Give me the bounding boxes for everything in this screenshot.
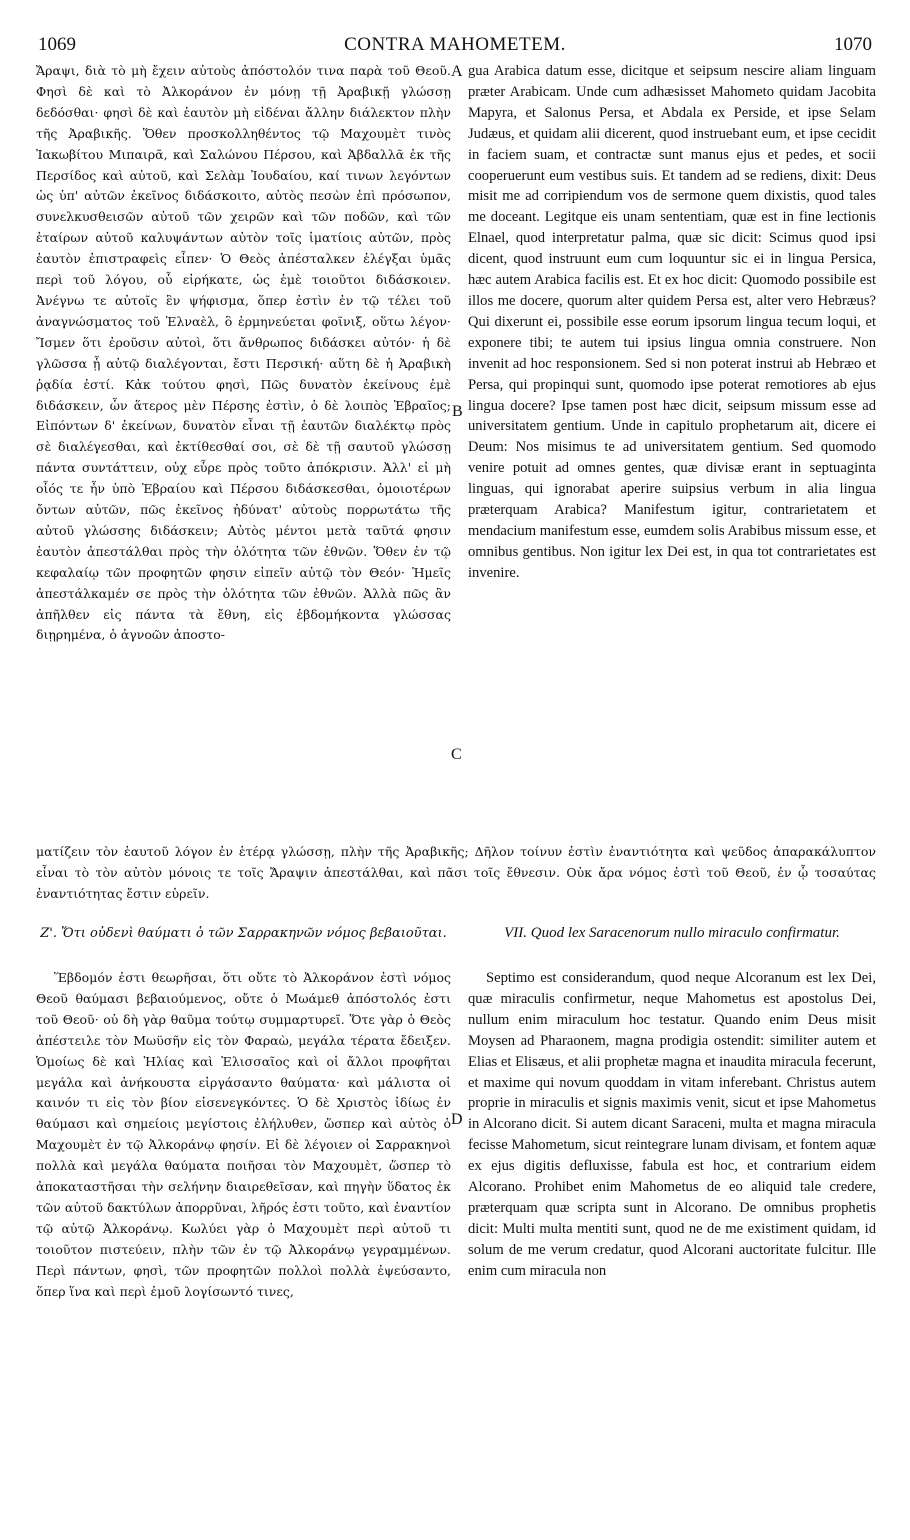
greek-wide-continuation: [36, 842, 876, 906]
greek-column-bottom: [36, 968, 451, 1488]
latin-column-top: [468, 61, 876, 841]
page-number-left: 1069: [38, 34, 76, 55]
page-number-right: 1070: [834, 34, 872, 55]
margin-marker-a: A: [451, 63, 463, 80]
latin-column-bottom: [468, 968, 876, 1488]
greek-paragraph: Ἄραψι, διὰ τὸ μὴ ἔχειν αὐτοὺς ἀπόστολόν τινα παρὰ τοῦ Θεοῦ. Φησὶ δὲ καὶ τὸ Ἀλκοράνον ἐν μόνῃ τῇ Ἀραβικῇ γλώσσῃ δεδόσθαι· φησὶ δὲ καὶ ἑαυτὸν μὴ εἰδέναι ἄλλην διάλεκτον πλὴν τῆς Ἀραβικῆς. Ὅθεν προσκολληθέντος τῷ Μαχουμὲτ τινὸς Ἰακωβίτου Μιπαιρᾶ, καὶ Σαλώνου Πέρσου, καὶ Ἀβδαλλᾶ ἐκ τῆς Περσίδος καὶ αὐτοῦ, καὶ Σελὰμ Ἰουδαίου, καί τινων λεγόντων ὡς ὑπ' αὐτῶν ἐκεῖνος διδάσκοιτο, αὐτὸς πεσὼν ἐπὶ πρόσωπον, συνελκυσθεισῶν αὐτοῦ τῶν χειρῶν καὶ τῶν ποδῶν, καὶ τῶν ἑταίρων αὐτοῦ καλυψάντων αὐτὸν τοῖς ἱματίοις αὐτῶν, πρὸς ἑαυτὸν ἐπιστραφεὶς εἶπεν· Ὁ Θεὸς ἀπέσταλκεν ἐλέγξαι ὑμᾶς περὶ τοῦ λόγου, οὗ εἰρήκατε, ὡς ἐμὲ τοιοῦτοι διδάσκοιεν. Ἀνέγνω τε αὐτοῖς ἓν ψήφισμα, ὅπερ ἐστὶν ἐν τῷ τέλει τοῦ ἀναγνώσματος τοῦ Ἐλναὲλ, ὃ ἑρμηνεύεται φοῖνιξ, οὕτω λέγον· Ἴσμεν ὅτι ἐροῦσιν αὐτοὶ, ὅτι ἄνθρωπος διδάσκει αὐτόν· ἡ δὲ γλῶσσα ᾗ αὐτῷ διαλέγονται, ἔστι Περσική· αὕτη δὲ ἡ Ἀραβικὴ ῥᾳδία ἐστί. Κἀκ τούτου φησὶ, Πῶς δυνατὸν ἐκείνους ἐμὲ διδάσκειν, ὧν ἅτερος μὲν Πέρσης ἐστὶν, ὁ δὲ λοιπὸς Ἑβραῖος; Εἰπόντων δ' ἐκείνων, δυνατὸν εἶναι τῇ ἑαυτῶν διαλέκτῳ πρὸς σὲ διαλέγεσθαι, καὶ ἐκτίθεσθαί σοι, σὲ δὲ τῇ σαυτοῦ γλώσσῃ πάντα συντάττειν, οὐχ εὗρε πρὸς τοῦτο ἀπόκρισιν. Ἀλλ' εἰ μὴ οἷός τε ἦν ὑπὸ Ἑβραίου καὶ Πέρσου διδάσκεσθαι, ὁμοιοτέρων ὄντων αὐτῶν, πῶς ἐκεῖνος ἠδύνατ' αὐτοὺς πορρωτάτω τῆς αὐτοῦ γλώσσης διδάσκειν; Αὐτὸς μέντοι μετὰ ταῦτά φησιν ἑαυτὸν ἀπεστάλθαι πρὸς τὴν ὁλότητα τῶν ἐθνῶν. Ὅθεν ἐν τῷ κεφαλαίῳ τῶν προφητῶν φησιν εἰπεῖν αὐτῷ τὸν Θεόν· Ἡμεῖς ἀπεστάλκαμέν σε πρὸς τὴν ὁλότητα τῶν ἐθνῶν. Ἀλλὰ πῶς ἂν ἀπῆλθεν εἰς πάντα τὰ ἔθνη, εἰς ἑβδομήκοντα γλώσσας διῃρημένα, ὁ ἀγνοῶν ἀποστο-: [36, 63, 451, 643]
section-heading-latin: VII. Quod lex Saracenorum nullo miraculo confirmatur.: [504, 925, 840, 941]
greek-wide-paragraph: ματίζειν τὸν ἑαυτοῦ λόγον ἐν ἑτέρᾳ γλώσσῃ, πλὴν τῆς Ἀραβικῆς; Δῆλον τοίνυν ἐστὶν ἐναντιότητα καὶ ψεῦδος ἀπαρακάλυπτον εἶναι τὸ τὸν αὐτὸν μόνοις τε τοῖς Ἄραψιν ἀπεστάλθαι, καὶ πᾶσι τοῖς ἔθνεσιν. Οὐκ ἄρα νόμος ἐστὶ τοῦ Θεοῦ, ἐν ᾧ τοσαύτας ἐναντιότητας ἔστιν εὑρεῖν.: [36, 844, 876, 901]
margin-marker-b: B: [452, 403, 463, 420]
latin-paragraph: gua Arabica datum esse, dicitque et seipsum nescire aliam linguam præter Arabicam. Unde cum adhæsisset Mahometo quidam Jacobita Mapyra, et Salonus Persa, et Abdala ex Perside, et ipse Selam Judæus, et quidam alii dicerent, quod instruebant eum, et ipse cecidit in faciem suam, et contractæ sunt manus ejus et pedes, et socii cooperuerunt eum vestibus suis. Et tandem ad se rediens, dixit: Deus misit me ad corripiendum vos de sermone quem dixistis, quod tales me doceant. Legitque eis unam sententiam, quæ est in fine lectionis Elnael, quod interpretatur palma, quæ sic dicit: Scimus quod ipsi dicent, quod instruunt eum cum loquuntur sic ei in lingua Persica, hæc autem Arabica facilis est. Et ex hoc dicit: Quomodo possibile est illos me docere, quorum alter quidem Persa est, alter vero Hebræus? Qui dixerunt ei, possibile esse eorum ipsorum lingua tecum loqui, et exponere tibi; te autem tui ipsius lingua omnia construere. Non invenit ad hoc responsionem. Sed si non poterat instrui ab Hebræo et Persa, qui propinqui sunt, quomodo ipse poterat remotiores ab ejus lingua docere? Ipse tamen post hæc dicit, seipsum missum esse ad universitatem gentium. Unde in capitulo prophetarum ait, dicere ei Deum: Nos misimus te ad universitatem gentium. Sed quomodo venire potuit ad omnes gentes, quæ divisæ erant in septuaginta linguas, qui ignorabat aperire suipsius verbum in alia lingua præterquam Arabica? Manifestum igitur, contrarietatem et mendacium manifestum esse, eumdem solis Arabibus missum esse, et omnibus gentibus. Non igitur lex Dei est, in qua tot contrarietates est invenire.: [468, 63, 876, 581]
margin-marker-c: C: [451, 746, 462, 763]
page-header: [0, 34, 910, 60]
latin-paragraph-7: Septimo est considerandum, quod neque Alcoranum est lex Dei, quæ miraculis confirmetur, neque Mahometus est apostolus Dei, nullum enim miraculum hoc testatur. Quando enim Deus misit Moysen ad Pharaonem, magna prodigia ostendit: similiter autem et Elias et Elisæus, et alii prophetæ magna et inaudita miracula fecerunt, et maxime qui novum quoddam in vitam inferebant. Christus autem proprie in miraculis et signis maximis venit, sicut et ipse Mahometus in Alcorano dicit. Si autem dicant Saraceni, multa et magna miracula fecisse Mahometum, sicut reintegrare lunam divisam, et fontem aquæ ex ejus digitis defluxisse, fabula est hoc, et contrarium eidem Alcorano. Prohibet enim Mahometus de eo aliquid tale credere, præterquam quæ scripta sunt in Alcorano. De omnibus prophetis dicit: Multi multa mentiti sunt, quod ne de me existiment quidam, id solum de me verum credatur, quod Alcorani auctoritate fulcitur. Ille enim cum miracula non: [468, 970, 876, 1279]
margin-marker-d: D: [451, 1111, 463, 1128]
greek-paragraph-7: Ἕβδομόν ἐστι θεωρῆσαι, ὅτι οὔτε τὸ Ἀλκοράνον ἐστὶ νόμος Θεοῦ θαύμασι βεβαιούμενος, οὔτε ὁ Μωάμεθ ἀπόστολός ἐστι τοῦ Θεοῦ· οὐ δὴ γὰρ θαῦμα τούτῳ συμμαρτυρεῖ. Ὅτε γὰρ ὁ Θεὸς ἀπέστειλε τὸν Μωϋσῆν εἰς τὸν Φαραὼ, μεγάλα τέρατα ἔδειξεν. Ὁμοίως δὲ καὶ Ἠλίας καὶ Ἐλισσαῖος καὶ οἱ ἄλλοι προφῆται μεγάλα καὶ ἀνήκουστα εἰργάσαντο θαύματα· καὶ μάλιστα οἱ καινόν τι εἰς τὸν βίον εἰσενεγκόντες. Ὁ δὲ Χριστὸς ἰδίως ἐν θαύμασι καὶ σημείοις μεγίστοις ἐλήλυθεν, ὥσπερ καὶ αὐτὸς ὁ Μαχουμὲτ ἐν τῷ Ἀλκοράνῳ φησίν. Εἰ δὲ λέγοιεν οἱ Σαρρακηνοὶ πολλὰ καὶ μεγάλα θαύματα ποιῆσαι τὸν Μαχουμὲτ, ὥσπερ τὸ ἀποκαταστῆσαι τὴν σελήνην διαιρεθεῖσαν, καὶ πηγὴν ὕδατος ἐκ τῶν αὐτοῦ δακτύλων ἀπορρῦναι, λῆρός ἐστι τοῦτο, καὶ ἐναντίον τῷ αὐτῷ Ἀλκοράνῳ. Κωλύει γὰρ ὁ Μαχουμὲτ περὶ αὐτοῦ τι τοιοῦτον πιστεύειν, πλὴν τῶν ἐν τῷ Ἀλκοράνῳ γεγραμμένων. Περὶ πάντων, φησὶ, τῶν προφητῶν πολλοὶ πολλὰ ἐψεύσαντο, ὅπερ ἵνα καὶ περὶ ἐμοῦ λογίσωντό τινες,: [36, 970, 451, 1299]
running-title: CONTRA MAHOMETEM.: [344, 34, 566, 55]
section-heading-greek: Ζ'. Ὅτι οὐδενὶ θαύματι ὁ τῶν Σαρρακηνῶν νόμος βεβαιοῦται.: [40, 926, 447, 941]
greek-column-top: [36, 61, 451, 841]
